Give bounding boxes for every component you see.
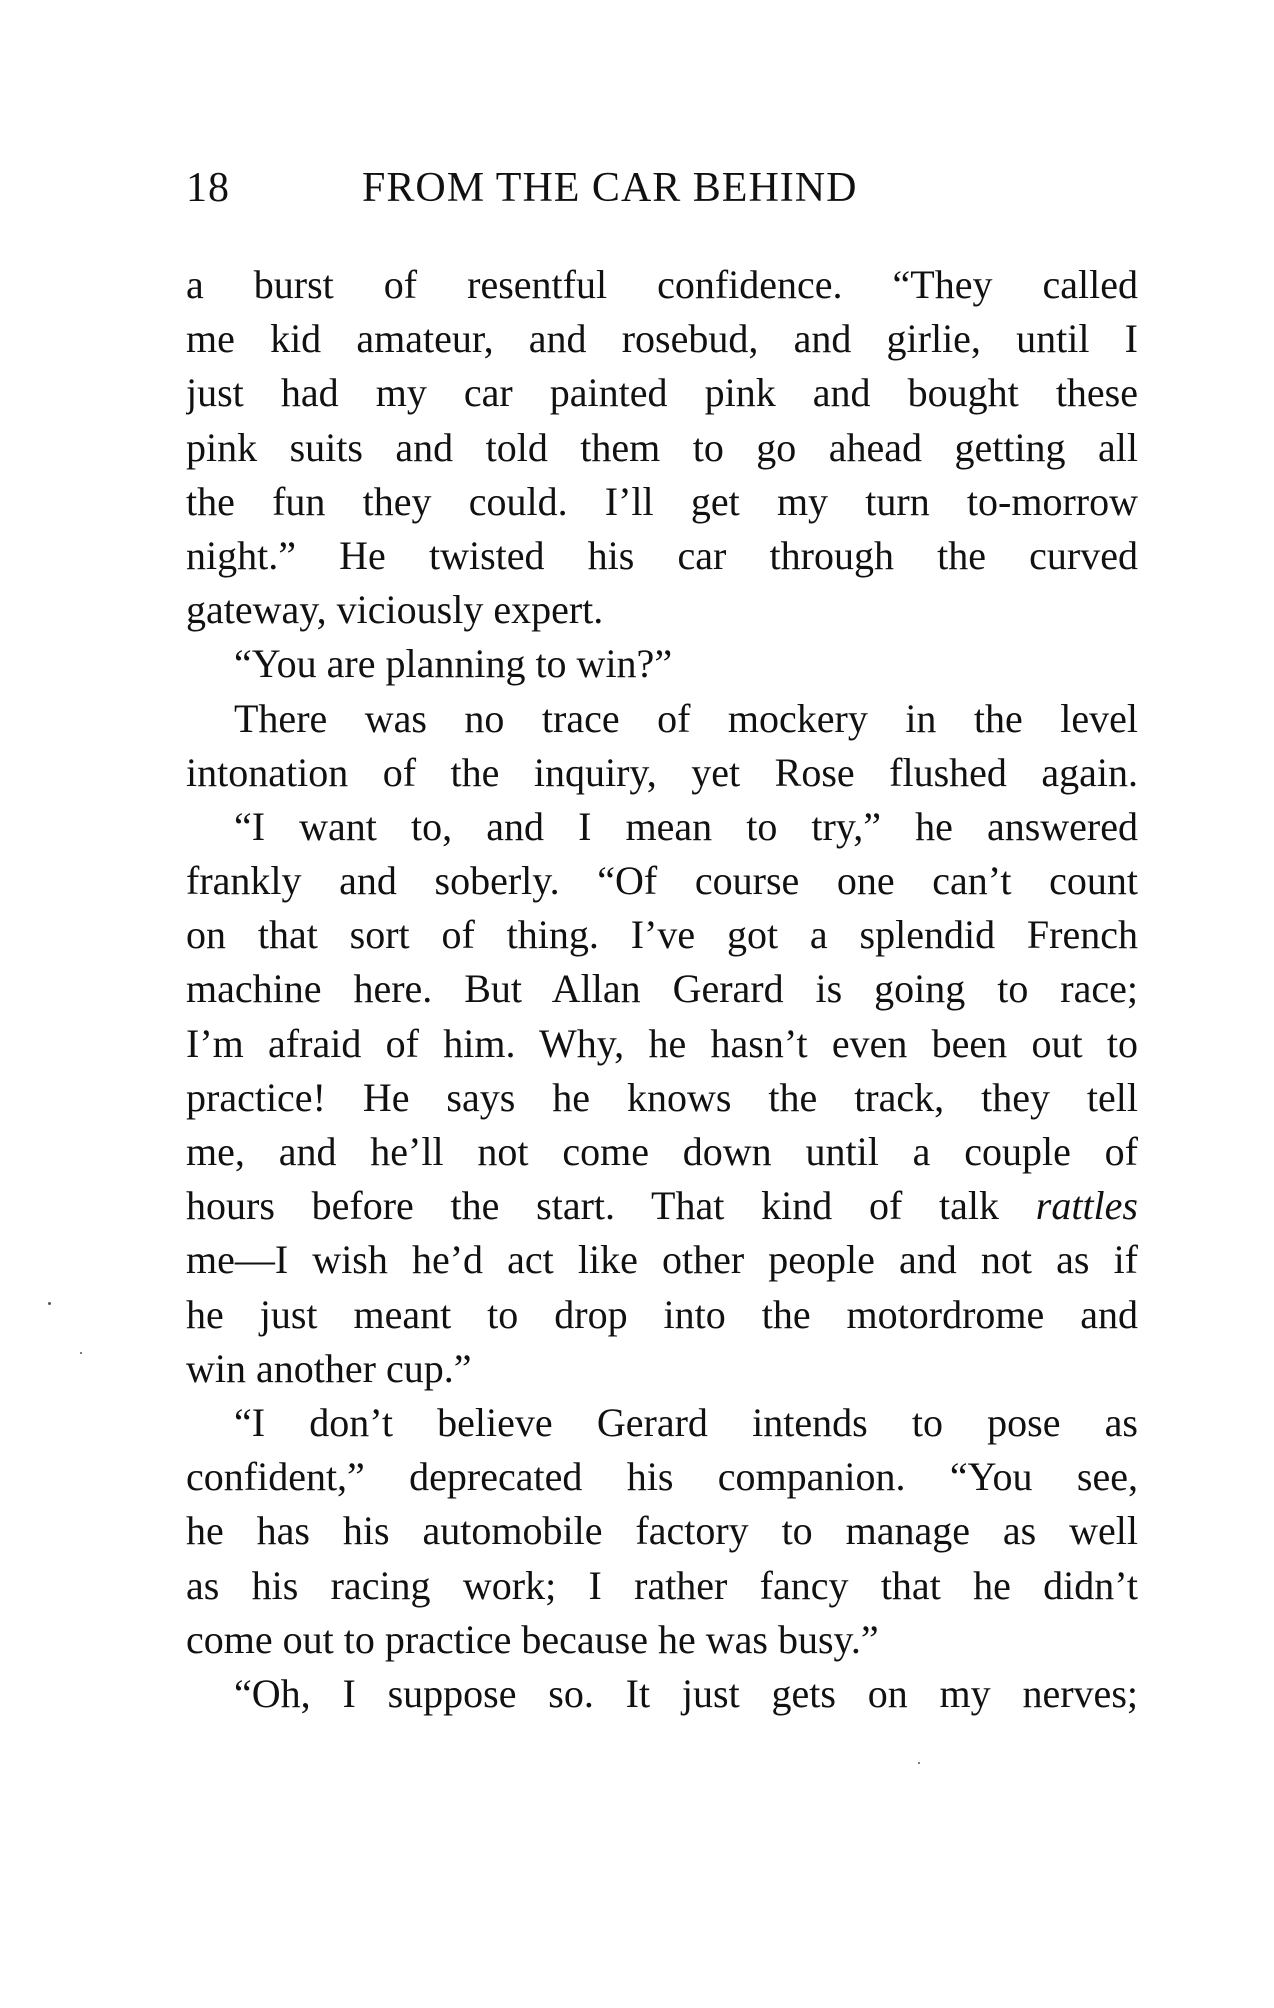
scan-speck: [80, 1352, 82, 1354]
text-line: pink suits and told them to go ahead getting all: [186, 424, 1138, 470]
running-head: [186, 160, 946, 216]
text-line: he has his automobile factory to manage as well: [186, 1508, 1138, 1554]
text-line: come out to practice because he was busy.”: [186, 1616, 879, 1662]
text-line: “You are planning to win?”: [234, 641, 673, 687]
text-line: intonation of the inquiry, yet Rose flushed again.: [186, 749, 1138, 795]
text-line: “I don’t believe Gerard intends to pose as: [234, 1399, 1138, 1445]
text-line: me, and he’ll not come down until a couple of: [186, 1129, 1138, 1174]
text-line: the fun they could. I’ll get my turn to-morrow: [186, 478, 1138, 524]
text-line: on that sort of thing. I’ve got a splendid French: [186, 912, 1138, 958]
text-line: practice! He says he knows the track, they tell: [186, 1074, 1138, 1120]
body-text: [186, 258, 1138, 1721]
text-line: confident,” deprecated his companion. “You see,: [186, 1454, 1138, 1500]
text-line: a burst of resentful confidence. “They called: [186, 262, 1138, 307]
running-title: FROM THE CAR BEHIND: [362, 165, 858, 211]
scan-speck: [918, 1762, 920, 1764]
text-line: gateway, viciously expert.: [186, 587, 604, 633]
scan-speck: [48, 1302, 51, 1305]
page-number: 18: [186, 165, 230, 211]
text-line: me kid amateur, and rosebud, and girlie, until I: [186, 316, 1138, 362]
text-line-with-emphasis: [186, 1179, 1138, 1233]
text-line: win another cup.”: [186, 1345, 472, 1391]
text-line: as his racing work; I rather fancy that he didn’t: [186, 1562, 1138, 1608]
text-line: I’m afraid of him. Why, he hasn’t even been out to: [186, 1020, 1138, 1066]
text-fragment: hours before the start. That kind of talk: [186, 1183, 1000, 1229]
text-line: machine here. But Allan Gerard is going to race;: [186, 966, 1138, 1012]
text-line: he just meant to drop into the motordrome and: [186, 1291, 1138, 1337]
emphasis-word: rattles: [1035, 1183, 1138, 1229]
text-line: just had my car painted pink and bought these: [186, 370, 1138, 416]
text-line: “Oh, I suppose so. It just gets on my nerves;: [234, 1670, 1138, 1716]
text-line: night.” He twisted his car through the curved: [186, 532, 1138, 578]
text-line: There was no trace of mockery in the level: [234, 695, 1138, 741]
text-line: frankly and soberly. “Of course one can’t count: [186, 858, 1138, 904]
text-line: “I want to, and I mean to try,” he answered: [234, 803, 1138, 849]
text-line: me—I wish he’d act like other people and not as if: [186, 1237, 1138, 1283]
